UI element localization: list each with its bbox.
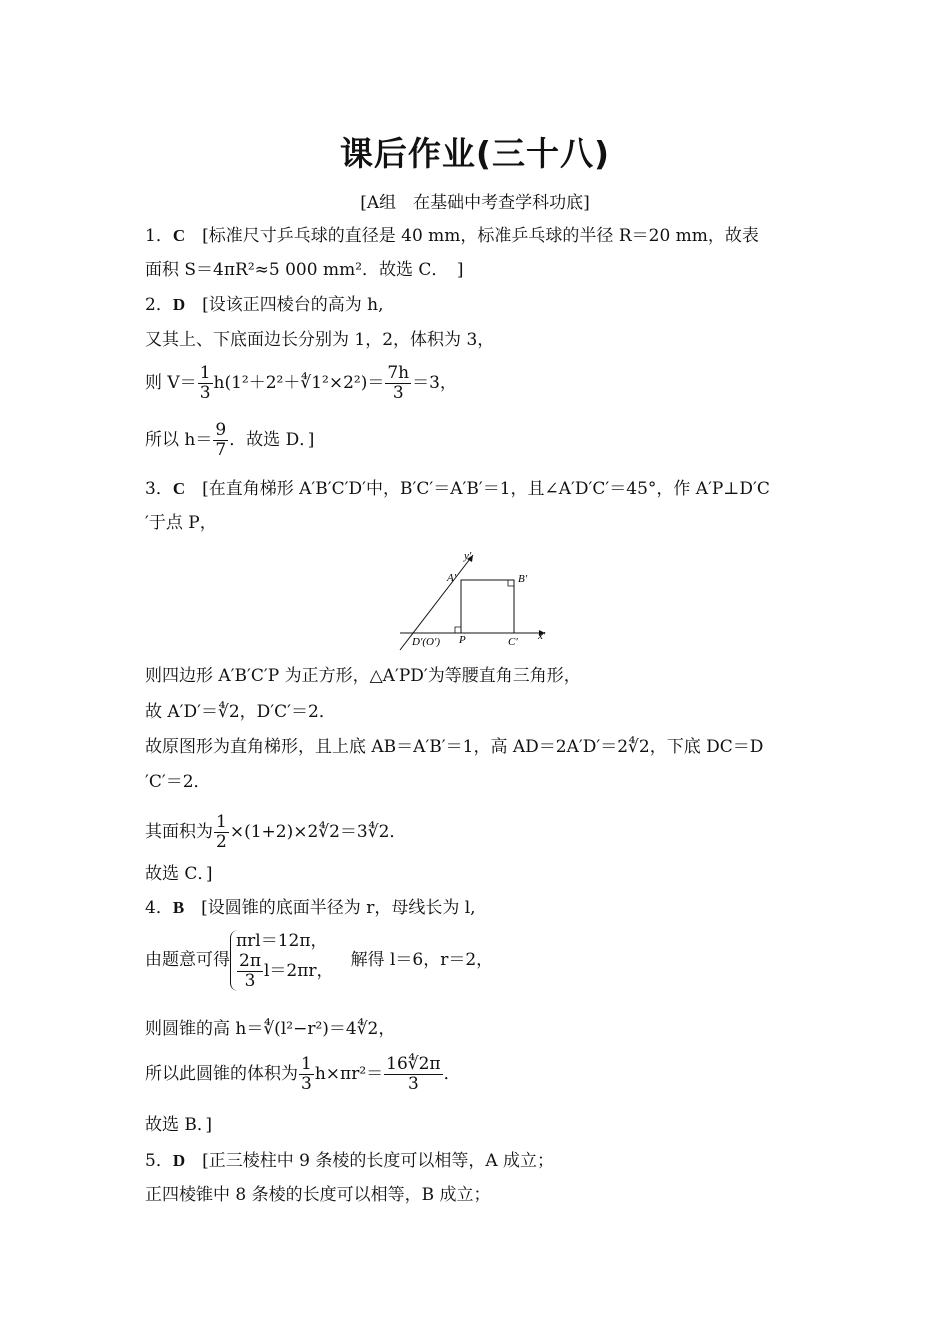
point-p-label: P	[459, 634, 466, 646]
point-c-label: C′	[508, 636, 518, 648]
q3-line-1: 3．C [在直角梯形 A′B′C′D′中，B′C′＝A′B′＝1，且∠A′D′C′＝45°，作 A′P⊥D′C	[145, 479, 770, 499]
q2-line-4: 所以 h＝ $\frac{9}{7}$ ．故选 D．]	[145, 420, 315, 460]
right-angle-mark-p	[455, 627, 461, 633]
section-subtitle: [A组 在基础中考查学科功底]	[360, 193, 590, 213]
point-d-o-label: D′(O′)	[412, 636, 441, 648]
point-a-label: A′	[447, 572, 457, 584]
equation-system: πrl＝12π， $\frac{2\pi}{3}$ l＝2πr，	[230, 930, 334, 991]
q3-line-3: 则四边形 A′B′C′P 为正方形，△A′PD′为等腰直角三角形，	[145, 666, 581, 686]
q1-line-2: 面积 S＝4πR²≈5 000 mm²．故选 C． ]	[145, 260, 464, 280]
q4-line-1: 4．B [设圆锥的底面半径为 r，母线长为 l,	[145, 898, 476, 918]
right-angle-mark-b	[508, 580, 514, 586]
q3-line-4: 故 A′D′＝∜2，D′C′＝2．	[145, 702, 336, 722]
q4-line-3: 则圆锥的高 h＝∜(l²−r²)＝4∜2，	[145, 1019, 396, 1039]
q5-line-1: 5．D [正三棱柱中 9 条棱的长度可以相等，A 成立；	[145, 1151, 555, 1171]
q3-line-6: ′C′＝2．	[145, 772, 211, 792]
q3-line-5: 故原图形为直角梯形，且上底 AB＝A′B′＝1，高 AD＝2A′D′＝2∜2，下底 DC＝D	[145, 737, 764, 757]
point-b-label: B′	[518, 573, 528, 585]
page-title: 课后作业(三十八)	[339, 134, 611, 173]
q3-line-8: 故选 C．]	[145, 864, 213, 884]
square-a-b-c-p	[461, 580, 514, 633]
q1-line-1: 1．C [标准尺寸乒乓球的直径是 40 mm，标准乒乓球的半径 R＝20 mm，故表	[145, 226, 759, 246]
x-axis-label: x′	[538, 630, 546, 642]
q5-line-2: 正四棱锥中 8 条棱的长度可以相等，B 成立；	[145, 1185, 491, 1205]
q3-line-2: ′于点 P，	[145, 513, 217, 533]
q2-line-2: 又其上、下底面边长分别为 1，2，体积为 3，	[145, 330, 495, 350]
q2-line-1: 2．D [设该正四棱台的高为 h,	[145, 295, 384, 315]
y-axis-label: y′	[464, 550, 472, 562]
trapezoid-figure	[395, 545, 565, 655]
q3-line-7: 其面积为 $\frac{1}{2}$ ×(1+2)×2∜2＝3∜2．	[145, 812, 407, 852]
q4-line-2: 由题意可得 πrl＝12π， $\frac{2\pi}{3}$ l＝2πr， 解得 l＝6，r＝2，	[145, 931, 494, 991]
q4-line-4: 所以此圆锥的体积为 $\frac{1}{3}$ h×πr²＝ $\frac{16∜2\pi}{3}$ ．	[145, 1054, 461, 1094]
q2-line-3: 则 V＝ $\frac{1}{3}$ h(1²＋2²＋∜1²×2²)＝ $\frac{7h}{3}$ ＝3，	[145, 363, 457, 403]
q4-line-5: 故选 B．]	[145, 1115, 213, 1135]
